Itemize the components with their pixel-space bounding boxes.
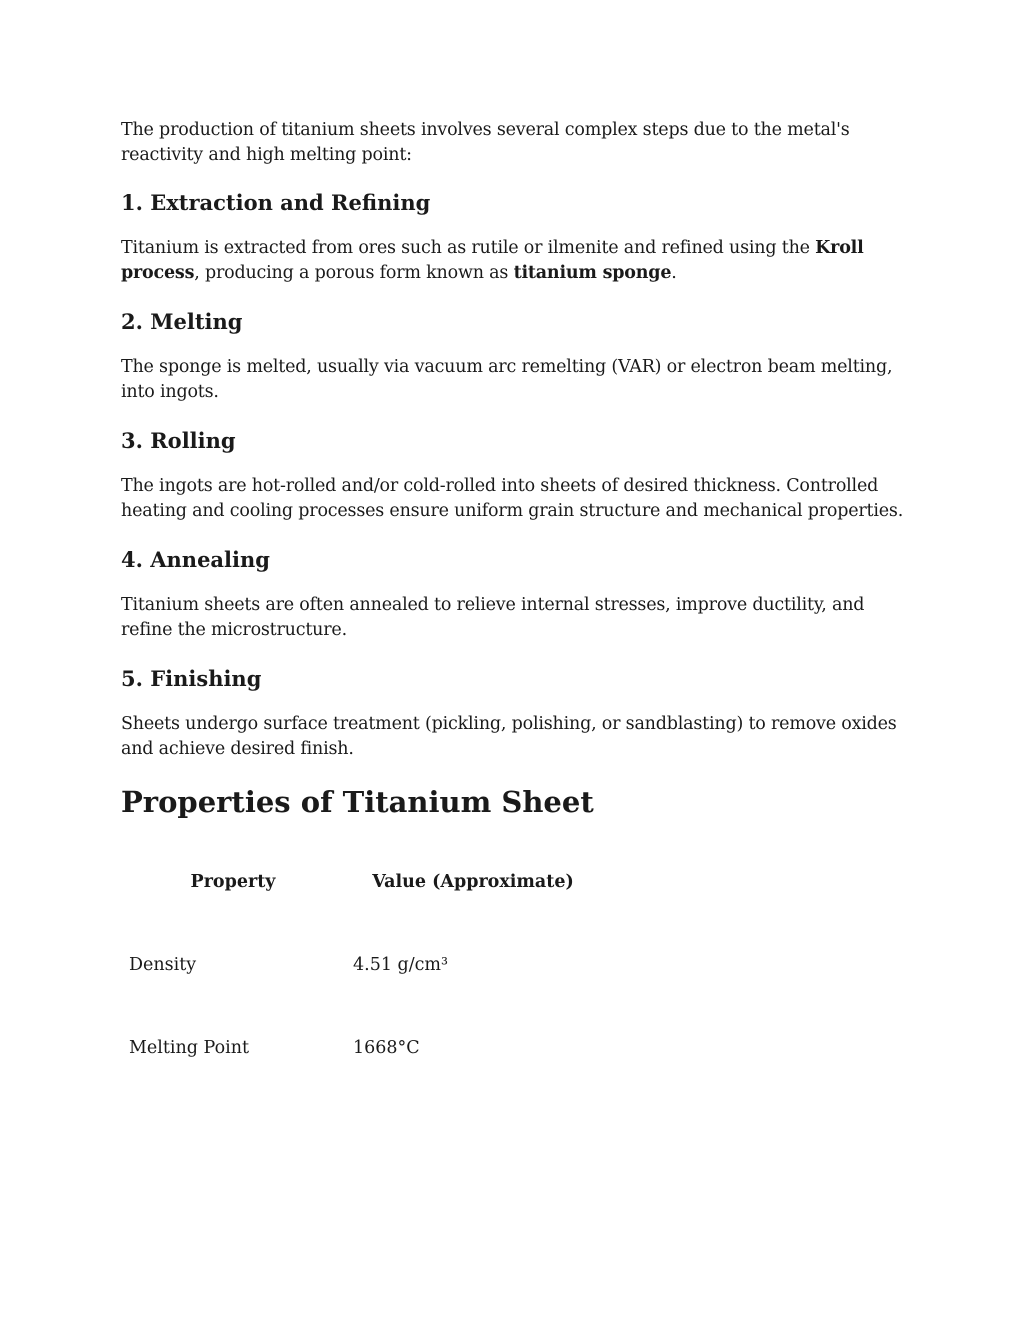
step-heading: 3. Rolling — [121, 428, 236, 453]
properties-table — [121, 864, 601, 1066]
step-text: Titanium sheets are often annealed to relieve internal stresses, improve ductility, and refine the microstructure. — [121, 595, 865, 640]
table-row — [121, 947, 601, 983]
step-text-part: , producing a porous form known as — [194, 263, 514, 283]
step-text-part: . — [671, 263, 677, 283]
step-melting — [121, 308, 911, 405]
table-header-row — [121, 864, 601, 900]
document-page — [121, 118, 911, 1066]
step-text-part: Titanium is extracted from ores such as rutile or ilmenite and refined using the — [121, 238, 816, 258]
step-rolling — [121, 427, 911, 524]
table-cell: Density — [129, 955, 197, 975]
intro-paragraph: The production of titanium sheets involves several complex steps due to the metal's reactivity and high melting point: — [121, 120, 850, 165]
step-heading: 5. Finishing — [121, 666, 262, 691]
properties-title: Properties of Titanium Sheet — [121, 785, 594, 819]
step-finishing — [121, 665, 911, 762]
table-cell: 1668°C — [353, 1038, 420, 1058]
step-text: Sheets undergo surface treatment (pickling, polishing, or sandblasting) to remove oxides and achieve desired finish. — [121, 714, 897, 759]
table-row — [121, 1030, 601, 1066]
table-cell: Melting Point — [129, 1038, 250, 1058]
bold-term-kroll: Kroll process — [121, 238, 864, 283]
step-extraction — [121, 189, 911, 286]
step-text — [121, 236, 911, 286]
step-heading: 1. Extraction and Refining — [121, 190, 431, 215]
step-text: The ingots are hot-rolled and/or cold-rolled into sheets of desired thickness. Controlled heating and cooling processes ensure uniform grain structure and mechanical properties. — [121, 476, 904, 521]
table-header-cell: Value (Approximate) — [372, 872, 574, 892]
bold-term-sponge: titanium sponge — [513, 263, 672, 283]
step-heading: 2. Melting — [121, 309, 243, 334]
step-text: The sponge is melted, usually via vacuum arc remelting (VAR) or electron beam melting, into ingots. — [121, 357, 893, 402]
table-header-cell: Property — [190, 872, 276, 892]
step-heading: 4. Annealing — [121, 547, 270, 572]
step-annealing — [121, 546, 911, 643]
table-cell: 4.51 g/cm³ — [353, 955, 449, 975]
